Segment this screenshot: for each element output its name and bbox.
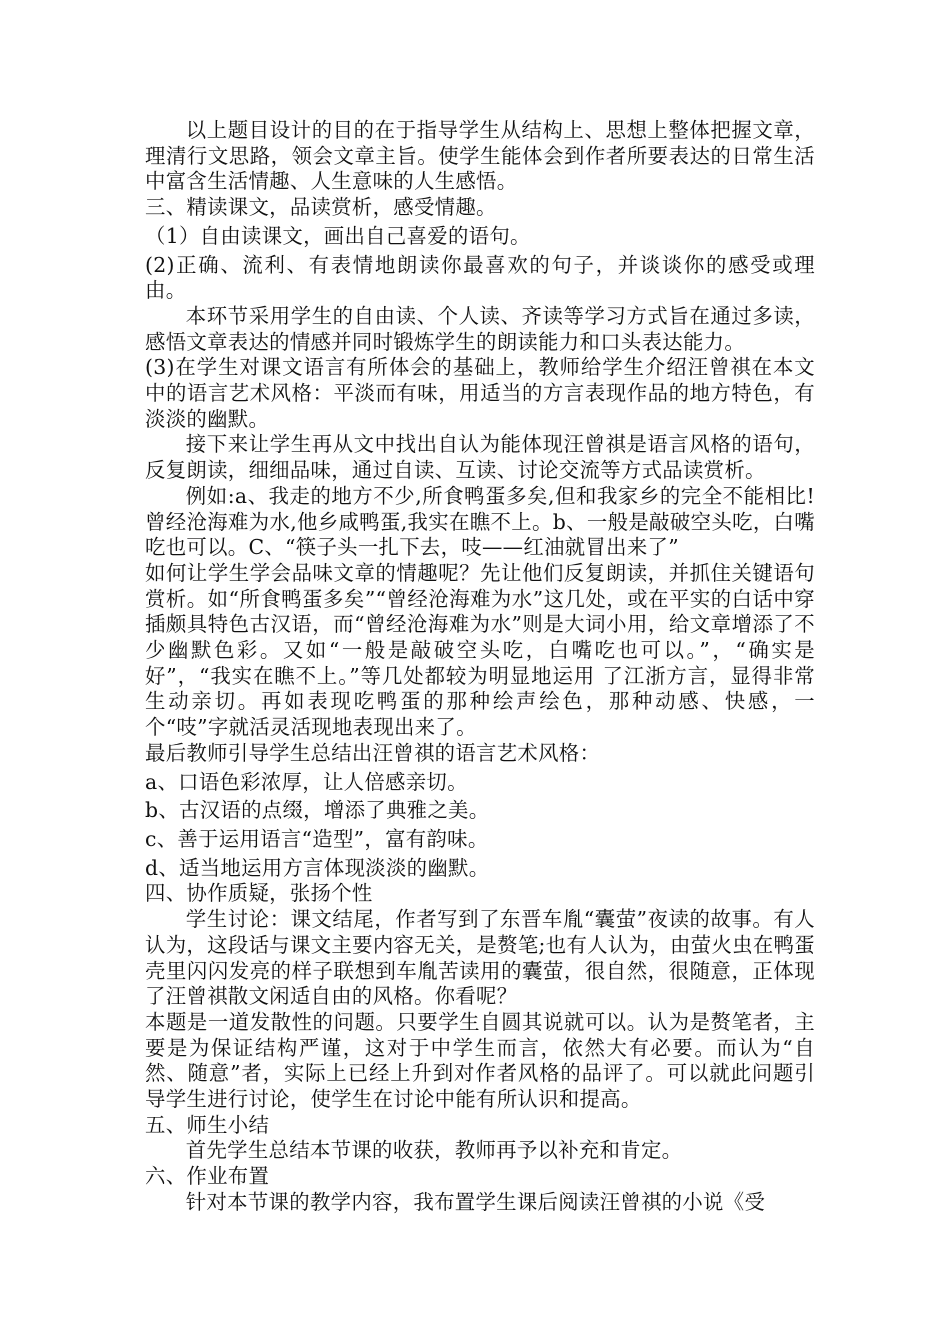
style-point-b: b、古汉语的点缀，增添了典雅之美。: [145, 798, 490, 823]
paragraph-appreciation: 如何让学生学会品味文章的情趣呢？先让他们反复朗读，并抓住关键语句赏析。如“所食鸭蛋多矣”“曾经沧海难为水”这几处，或在平实的白话中穿插颇具特色古汉语，而“曾经沧海难为水”则是大词小用，给文章增添了不少幽默色彩。又如“一般是敲破空头吃，白嘴吃也可以。”，“确实是好”，“我实在瞧不上。”等几处都较为明显地运用 了江浙方言，显得非常生动亲切。再如表现吃鸭蛋的那种绘声绘色，那种动感、快感，一个“吱”字就活灵活现地表现出来了。: [145, 560, 815, 740]
step-three: (3)在学生对课文语言有所体会的基础上，教师给学生介绍汪曾祺在本文中的语言艺术风格：平淡而有味，用适当的方言表现作品的地方特色，有淡淡的幽默。: [145, 355, 815, 431]
paragraph-examples: 例如:a、我走的地方不少,所食鸭蛋多矣,但和我家乡的完全不能相比!曾经沧海难为水,他乡咸鸭蛋,我实在瞧不上。b、一般是敲破空头吃，白嘴吃也可以。C、“筷子头一扎下去，吱——红油就冒出来了”: [145, 483, 815, 560]
heading-section-five: 五、师生小结: [145, 1112, 270, 1137]
paragraph-discussion: 学生讨论：课文结尾，作者写到了东晋车胤“囊萤”夜读的故事。有人认为，这段话与课文主要内容无关，是赘笔;也有人认为，由萤火虫在鸭蛋壳里闪闪发亮的样子联想到车胤苦读用的囊萤，很自然，很随意，正体现了汪曾祺散文闲适自由的风格。你看呢？: [145, 907, 815, 1009]
style-point-c: c、善于运用语言“造型”，富有韵味。: [145, 826, 489, 851]
paragraph-summary-intro: 最后教师引导学生总结出汪曾祺的语言艺术风格：: [145, 740, 601, 765]
heading-section-four: 四、协作质疑，张扬个性: [145, 881, 373, 906]
paragraph-summary: 首先学生总结本节课的收获，教师再予以补充和肯定。: [185, 1138, 683, 1163]
paragraph-divergent-question: 本题是一道发散性的问题。只要学生自圆其说就可以。认为是赘笔者，主要是为保证结构严谨，这对于中学生而言，依然大有必要。而认为“自然、随意”者，实际上已经上升到对作者风格的品评了。可以就此问题引导学生进行讨论，使学生在讨论中能有所认识和提高。: [145, 1009, 815, 1112]
heading-section-three: 三、精读课文，品读赏析，感受情趣。: [145, 195, 497, 220]
style-point-a: a、口语色彩浓厚，让人倍感亲切。: [145, 769, 468, 794]
heading-section-six: 六、作业布置: [145, 1164, 270, 1189]
paragraph-design-purpose: 以上题目设计的目的在于指导学生从结构上、思想上整体把握文章，理清行文思路，领会文章主旨。使学生能体会到作者所要表达的日常生活中富含生活情趣、人生意味的人生感悟。: [145, 118, 815, 194]
document-page: [145, 118, 815, 1216]
paragraph-find-sentences: 接下来让学生再从文中找出自认为能体现汪曾祺是语言风格的语句，反复朗读，细细品味，通过自读、互读、讨论交流等方式品读赏析。: [145, 432, 815, 483]
step-one: （1）自由读课文，画出自己喜爱的语句。: [145, 223, 531, 248]
step-two: (2)正确、流利、有表情地朗读你最喜欢的句子，并谈谈你的感受或理由。: [145, 252, 815, 303]
style-point-d: d、适当地运用方言体现淡淡的幽默。: [145, 855, 490, 880]
paragraph-reading-methods: 本环节采用学生的自由读、个人读、齐读等学习方式旨在通过多读，感悟文章表达的情感并同时锻炼学生的朗读能力和口头表达能力。: [145, 303, 815, 354]
paragraph-homework: 针对本节课的教学内容，我布置学生课后阅读汪曾祺的小说《受: [185, 1189, 766, 1214]
